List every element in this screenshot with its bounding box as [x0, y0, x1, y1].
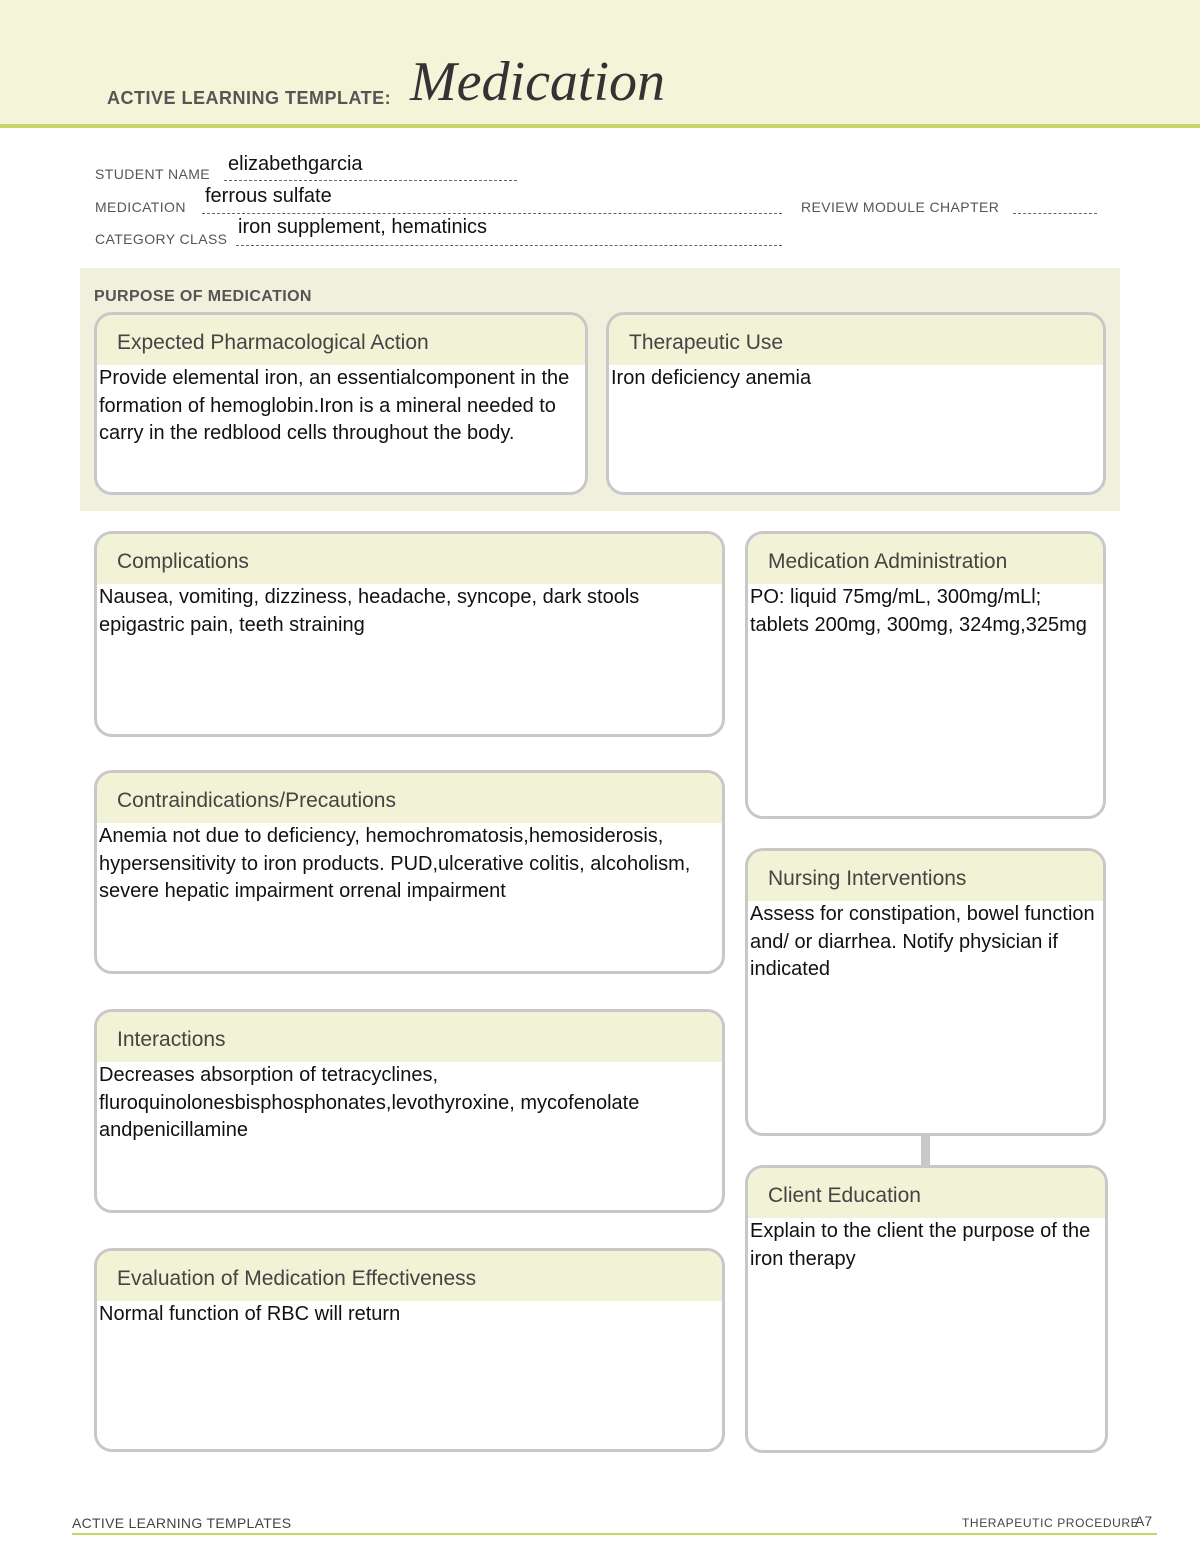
review-module-label: REVIEW MODULE CHAPTER [801, 199, 1000, 215]
header-rule [0, 124, 1200, 128]
evaluation-text[interactable]: Normal function of RBC will return [99, 1303, 401, 1325]
medication-administration-heading: Medication Administration [748, 534, 1103, 584]
medication-administration-text[interactable]: PO: liquid 75mg/mL, 300mg/mLl; tablets 200mg, 300mg, 324mg,325mg [750, 586, 1087, 636]
footer-left-label: ACTIVE LEARNING TEMPLATES [72, 1515, 292, 1531]
nursing-interventions-box [745, 848, 1106, 1136]
footer-page-number: A7 [1135, 1513, 1153, 1529]
medication-field[interactable]: ferrous sulfate [205, 185, 332, 207]
complications-heading: Complications [97, 534, 722, 584]
client-education-text[interactable]: Explain to the client the purpose of the iron therapy [750, 1220, 1091, 1270]
footer-rule [72, 1533, 1157, 1535]
template-label: ACTIVE LEARNING TEMPLATE: [107, 88, 392, 108]
client-education-heading: Client Education [748, 1168, 1105, 1218]
purpose-label: PURPOSE OF MEDICATION [94, 288, 312, 305]
student-name-line [224, 180, 517, 181]
therapeutic-use-heading: Therapeutic Use [609, 315, 1103, 365]
category-class-field[interactable]: iron supplement, hematinics [238, 216, 488, 238]
evaluation-heading: Evaluation of Medication Effectiveness [97, 1251, 722, 1301]
therapeutic-use-text[interactable]: Iron deficiency anemia [611, 367, 812, 389]
medication-line [202, 213, 782, 214]
contraindications-box [94, 770, 725, 974]
interactions-heading: Interactions [97, 1012, 722, 1062]
expected-action-text[interactable]: Provide elemental iron, an essentialcomponent in the formation of hemoglobin.Iron is a mineral needed to carry in the redblood cells throughout the body. [99, 367, 570, 444]
contraindications-heading: Contraindications/Precautions [97, 773, 722, 823]
therapeutic-use-box [606, 312, 1106, 495]
complications-box [94, 531, 725, 737]
page-title: Medication [410, 51, 666, 113]
student-name-label: STUDENT NAME [95, 166, 210, 182]
interactions-text[interactable]: Decreases absorption of tetracyclines, fluroquinolonesbisphosphonates,levothyroxine, mycofenolate andpenicillamine [99, 1064, 640, 1141]
footer-right-label: THERAPEUTIC PROCEDURE [962, 1516, 1140, 1530]
client-education-box [745, 1165, 1108, 1453]
category-class-label: CATEGORY CLASS [95, 231, 228, 247]
expected-action-heading: Expected Pharmacological Action [97, 315, 585, 365]
category-class-line [236, 245, 782, 246]
interactions-box [94, 1009, 725, 1213]
medication-administration-box [745, 531, 1106, 819]
student-name-field[interactable]: elizabethgarcia [228, 153, 363, 175]
complications-text[interactable]: Nausea, vomiting, dizziness, headache, syncope, dark stools epigastric pain, teeth straining [99, 586, 640, 636]
contraindications-text[interactable]: Anemia not due to deficiency, hemochromatosis,hemosiderosis, hypersensitivity to iron products. PUD,ulcerative colitis, alcoholism, severe hepatic impairment orrenal impairment [99, 825, 691, 902]
connector-bar [921, 1134, 930, 1167]
medication-label: MEDICATION [95, 199, 186, 215]
expected-action-box [94, 312, 588, 495]
nursing-interventions-heading: Nursing Interventions [748, 851, 1103, 901]
nursing-interventions-text[interactable]: Assess for constipation, bowel function and/ or diarrhea. Notify physician if indicated [750, 903, 1095, 980]
review-module-field[interactable] [1013, 213, 1097, 214]
evaluation-box [94, 1248, 725, 1452]
